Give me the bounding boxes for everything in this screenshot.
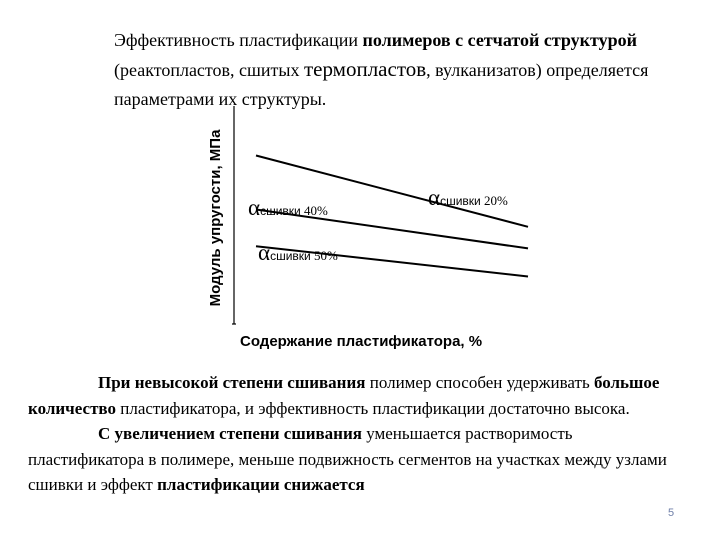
p2-bold-end: пластификации снижается bbox=[157, 475, 365, 494]
intro-big-word: термопластов bbox=[304, 57, 427, 81]
label-alpha-40: αсшивки 40% bbox=[248, 195, 328, 220]
p2-bold-start: С увеличением степени сшивания bbox=[98, 424, 362, 443]
p1-normal-b: пластификатора, и эффективность пластификации достаточно высока. bbox=[115, 398, 630, 418]
p2-normal: уменьшается растворимость пластификатора в полимере, меньше подвижность сегментов на участках между узлами сшивки и эффект bbox=[28, 424, 667, 494]
p1-bold-start: При невысокой степени сшивания bbox=[98, 373, 366, 392]
intro-rest-b: , вулканизатов) определяется параметрами их структуры. bbox=[114, 60, 649, 109]
p1-normal-a: полимер способен удерживать bbox=[365, 373, 594, 392]
x-axis-label: Содержание пластификатора, % bbox=[240, 333, 483, 350]
body-text bbox=[28, 370, 688, 498]
paragraph-1 bbox=[28, 370, 688, 421]
label-alpha-50: αсшивки 50% bbox=[258, 240, 338, 265]
modulus-chart bbox=[196, 100, 556, 358]
p1-bold-mid: большое количество bbox=[28, 373, 660, 418]
intro-rest-a: (реактопластов, сшитых bbox=[114, 60, 304, 80]
label-alpha-20: αсшивки 20% bbox=[428, 185, 508, 210]
page-number: 5 bbox=[668, 507, 675, 519]
intro-bold: полимеров с сетчатой структурой bbox=[362, 30, 638, 50]
paragraph-2 bbox=[28, 421, 688, 498]
intro-normal: Эффективность пластификации bbox=[114, 30, 363, 50]
y-axis-label: Модуль упругости, МПа bbox=[207, 129, 224, 307]
